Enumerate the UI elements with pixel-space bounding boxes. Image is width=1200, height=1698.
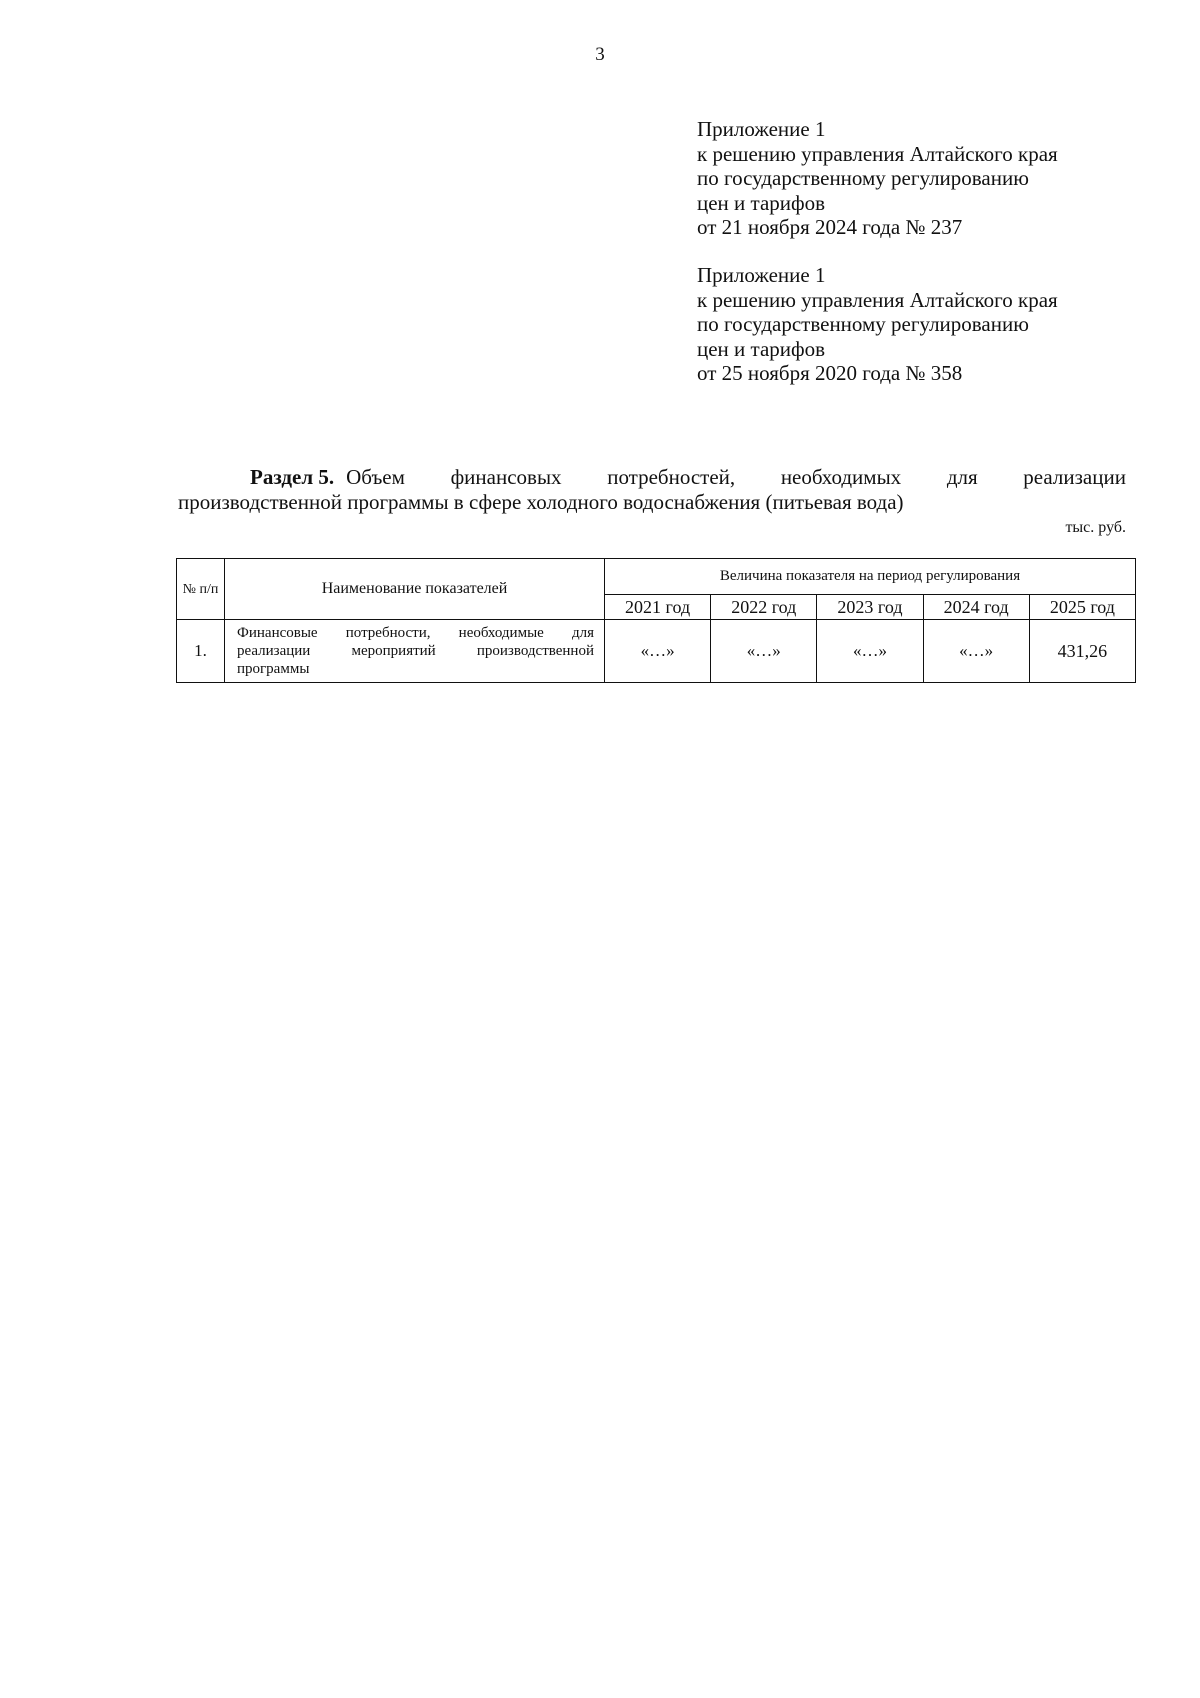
header-year: 2025 год [1029, 595, 1135, 620]
header-year: 2021 год [605, 595, 711, 620]
appendix-line: по государственному регулированию [697, 312, 1029, 336]
section-word: Объем [346, 465, 405, 489]
section-heading [178, 465, 1126, 515]
appendix-title: Приложение 1 [697, 117, 826, 141]
appendix-line: к решению управления Алтайского края [697, 141, 1058, 166]
table-header-row [177, 559, 1136, 595]
row-value: «…» [923, 620, 1029, 683]
appendix-line: к решению управления Алтайского края [697, 287, 1058, 312]
section-heading-first-group [250, 465, 405, 490]
row-name: Финансовые потребности, необходимые для реализации мероприятий производственной программы [225, 620, 605, 683]
appendix-line: по государственному регулированию [697, 166, 1029, 190]
header-year: 2024 год [923, 595, 1029, 620]
financial-needs-table [176, 558, 1136, 683]
section-word: потребностей, [607, 465, 736, 489]
section-label: Раздел 5. [250, 465, 335, 489]
appendix-block-current [697, 117, 1058, 240]
page-number: 3 [595, 44, 605, 65]
section-word: реализации [1023, 465, 1126, 489]
row-value: «…» [711, 620, 817, 683]
header-year: 2022 год [711, 595, 817, 620]
section-heading-line2: производственной программы в сфере холодного водоснабжения (питьевая вода) [178, 490, 904, 514]
appendix-block-original [697, 263, 1058, 386]
appendix-title: Приложение 1 [697, 263, 826, 287]
header-year: 2023 год [817, 595, 923, 620]
header-num: № п/п [177, 559, 225, 620]
header-name: Наименование показателей [225, 559, 605, 620]
appendix-date: от 25 ноября 2020 года № 358 [697, 361, 963, 385]
appendix-line: цен и тарифов [697, 190, 826, 215]
section-word: финансовых [450, 465, 562, 489]
row-value: «…» [605, 620, 711, 683]
section-word: необходимых [780, 465, 902, 489]
table-row [177, 620, 1136, 683]
header-period: Величина показателя на период регулирования [605, 559, 1136, 595]
section-word: для [946, 465, 978, 489]
section-heading-line1 [178, 465, 1126, 490]
row-value: 431,26 [1029, 620, 1135, 683]
row-num: 1. [177, 620, 225, 683]
appendix-date: от 21 ноября 2024 года № 237 [697, 215, 963, 239]
unit-label: тыс. руб. [1065, 519, 1126, 536]
appendix-line: цен и тарифов [697, 336, 826, 361]
row-value: «…» [817, 620, 923, 683]
